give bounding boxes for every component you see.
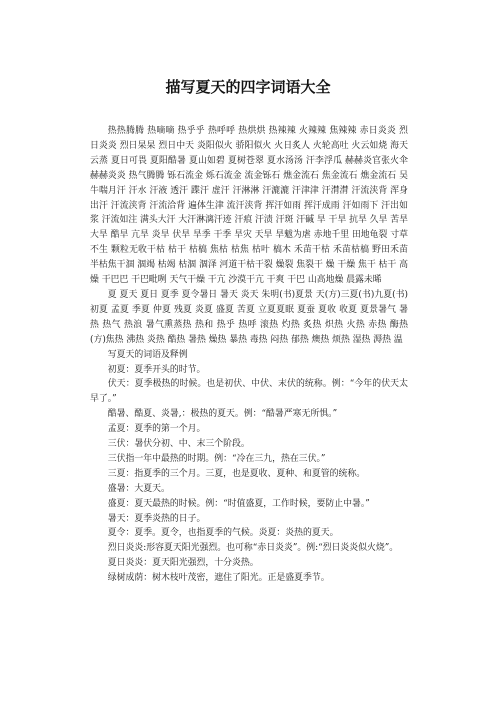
paragraph-summer-words: 夏 夏天 夏日 夏季 夏令暑日 暑天 炎天 朱明(书)夏景 天(方)三夏(书)九夏(书)初夏 孟夏 季夏 仲夏 残夏 炎夏 盛夏 苦夏 立夏夏眠 夏蚕 夏收 收夏 夏景暑气 暑热 热气 热浪 暑气熏蒸热 热和 热乎 热呼 滚热 灼热 炙热 炽热 火热 赤热 酶热(方)焦热 沸热 炎热 酷热 暑热 燥热 暴热 毒热 闷热 郁热 燠热 烦热 湿热 溽热 温	[90, 289, 408, 345]
page-title: 描写夏天的四字词语大全	[165, 78, 331, 96]
definition-item: 三夏：指夏季的三个月。三夏，也是夏收、夏种、和夏管的统称。	[107, 468, 366, 479]
definition-item: 盛夏：夏天最热的时候。例：“时值盛夏，工作时候，要防止中暑。”	[107, 498, 370, 509]
definition-item: 三伏：暑伏分初、中、末三个阶段。	[107, 439, 250, 450]
definition-item: 孟夏：夏季的第一个月。	[107, 424, 206, 435]
definition-item: 伏天：夏季极热的时候。也是初伏、中伏、末伏的统称。例：“今年的伏天太早了。”	[90, 379, 408, 405]
definition-item: 盛暑：大夏天。	[107, 483, 170, 494]
definition-item: 初夏：夏季开头的时节。	[107, 364, 206, 375]
definition-item: 酷暑、酷夏、炎暑,：极热的夏天。例：“酷暑严寒无所惧。”	[107, 409, 338, 420]
section-heading: 写夏天的词语及释例	[107, 349, 188, 360]
definition-item: 夏令：夏季。夏令，也指夏季的气候。炎夏：炎热的夏天。	[107, 528, 339, 539]
definition-item: 夏日炎炎：夏天阳光强烈，十分炎热。	[107, 558, 259, 569]
definition-item: 三伏指一年中最热的时期。例：“冷在三九，热在三伏。”	[107, 453, 326, 464]
paragraph-hot-words: 热热腾腾 热嘀嘀 热乎乎 热呼呼 热烘烘 热辣辣 火辣辣 焦辣辣 赤日炎炎 烈日炎炎 烈日杲杲 烈日中天 炎阳似火 骄阳似火 火日炙人 火轮高吐 火云如烧 海天云蒸 夏日可畏 夏阳酷暑 夏山如碧 夏树苍翠 夏水汤汤 汗李浮瓜 赫赫炎官张火伞赫赫炎炎 热气腾腾 铄石流金 烁石流金 流金铄石 燋金流石 焦金流石 燋金流石 吴牛喘月汗 汗水 汗液 透汗 蹀汗 虚汗 汗淋淋 汗漉漉 汗津津 汗潸潸 汗流浃背 浑身出汗 汗流浃背 汗流洽背 遍体生津 流汗浃背 挥汗如雨 挥汗成雨 汗如雨下 汗出如浆 汗流如注 满头大汗 大汗淋漓汗迹 汗痕 汗渍 汗斑 汗碱 旱 干旱 抗旱 久旱 苦旱 大旱 酷旱 亢旱 炎旱 伏旱 旱季 干季 旱灾 天旱 旱魃为虐 赤地千里 田地龟裂 寸草不生 颗粒无收干枯 枯干 枯槁 焦枯 枯焦 枯叶 槁木 禾苗干枯 禾苗枯槁 野田禾苗半枯焦干涸 涸竭 枯竭 枯涸 涸泽 河道干枯干裂 燥裂 焦裂干 燥 干燥 焦干 枯干 高燥 干巴巴 干巴毗咧 天气干燥 干亢 沙漠干亢 干爽 干巴 山高地燥 晨露未晞	[90, 126, 408, 286]
definition-item: 绿树成荫：树木枝叶茂密，遮住了阳光。正是盛夏季节。	[107, 573, 330, 584]
definition-item: 暑天：夏季炎热的日子。	[107, 513, 206, 524]
definition-item: 烈日炎炎:形容夏天阳光强烈。也可称“赤日炎炎”。例:“烈日炎炎似火烧”。	[107, 543, 399, 554]
document-body	[90, 124, 408, 586]
